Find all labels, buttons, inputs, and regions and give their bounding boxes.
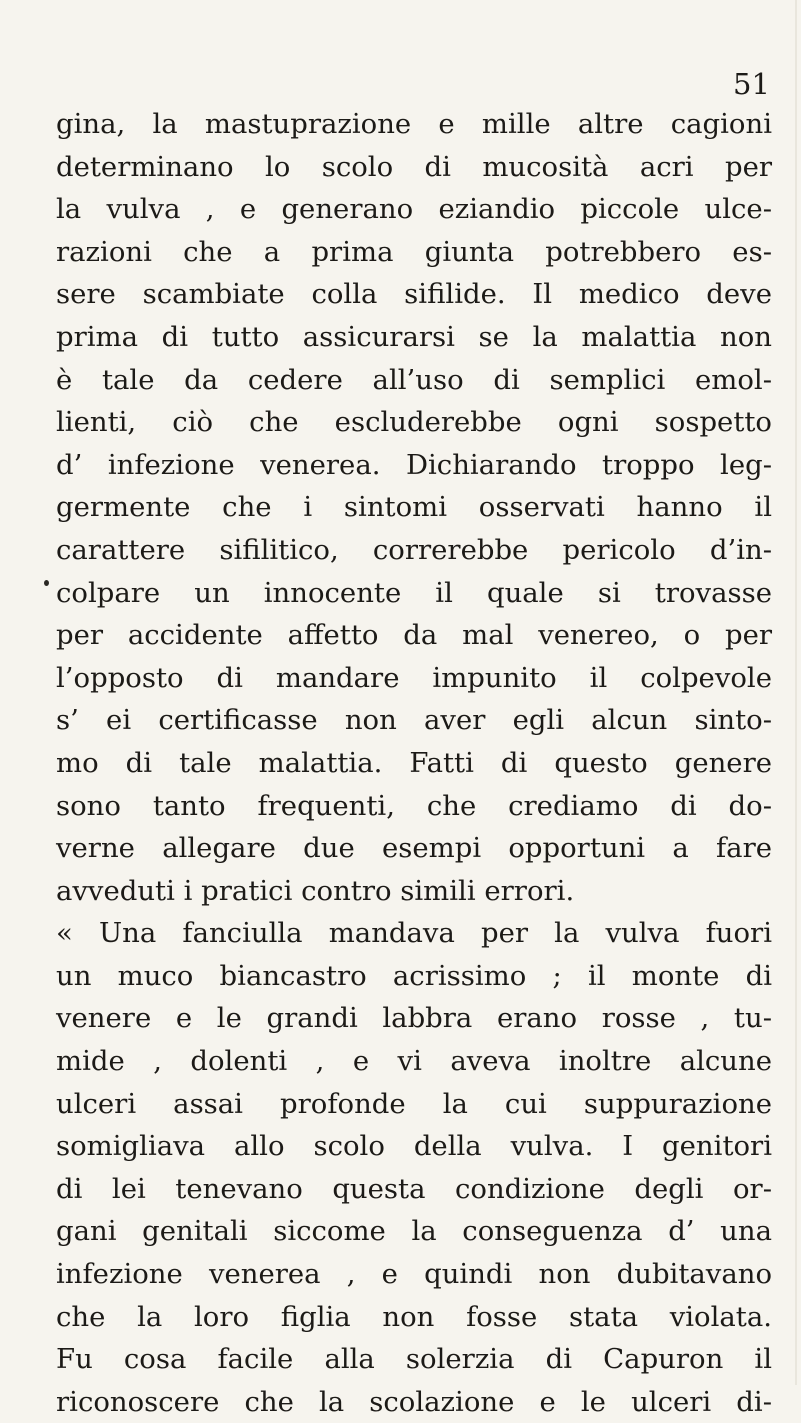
text-line: sere scambiate colla sifilide. Il medico deve: [56, 278, 772, 311]
text-line: avveduti i pratici contro simili errori.: [56, 874, 575, 907]
text-line: prima di tutto assicurarsi se la malattia non: [56, 320, 772, 353]
text-line: venere e le grandi labbra erano rosse , tu-: [56, 1002, 772, 1035]
text-line: somigliava allo scolo della vulva. I genitori: [56, 1130, 772, 1163]
text-line: di lei tenevano questa condizione degli or-: [56, 1172, 772, 1205]
text-line: « Una fanciulla mandava per la vulva fuori: [56, 917, 772, 950]
text-line: d’ infezione venerea. Dichiarando troppo leg-: [56, 448, 772, 481]
text-line: gani genitali siccome la conseguenza d’ una: [56, 1215, 772, 1248]
text-line: la vulva , e generano eziandio piccole ulce-: [56, 193, 772, 226]
text-line: verne allegare due esempi opportuni a fare: [56, 832, 772, 865]
text-line: riconoscere che la scolazione e le ulceri di-: [56, 1385, 772, 1418]
page-number: 51: [733, 67, 770, 101]
text-line: l’opposto di mandare impunito il colpevole: [56, 661, 772, 694]
text-line: mide , dolenti , e vi aveva inoltre alcune: [56, 1045, 772, 1078]
text-line: mo di tale malattia. Fatti di questo genere: [56, 746, 772, 779]
text-line: per accidente affetto da mal venereo, o per: [56, 619, 772, 652]
text-line: che la loro figlia non fosse stata violata.: [56, 1300, 772, 1333]
text-line: infezione venerea , e quindi non dubitavano: [56, 1258, 772, 1291]
text-line: determinano lo scolo di mucosità acri per: [56, 150, 772, 183]
body-text: [56, 103, 772, 1423]
text-line: carattere sifilitico, correrebbe pericolo d’in-: [56, 533, 772, 566]
text-line: ulceri assai profonde la cui suppurazione: [56, 1087, 772, 1120]
margin-mark: [44, 580, 49, 586]
text-line: lienti, ciò che escluderebbe ogni sospetto: [56, 406, 772, 439]
text-line: s’ ei certificasse non aver egli alcun sinto-: [56, 704, 772, 737]
text-line: un muco biancastro acrissimo ; il monte di: [56, 959, 772, 992]
text-line: Fu cosa facile alla solerzia di Capuron il: [56, 1343, 772, 1376]
text-line: colpare un innocente il quale si trovasse: [56, 576, 772, 609]
text-line: germente che i sintomi osservati hanno il: [56, 491, 772, 524]
page-edge-shadow: [795, 0, 797, 1385]
text-line: razioni che a prima giunta potrebbero es-: [56, 235, 772, 268]
text-line: è tale da cedere all’uso di semplici emol-: [56, 363, 772, 396]
text-line: gina, la mastuprazione e mille altre cagioni: [56, 108, 772, 140]
text-line: sono tanto frequenti, che crediamo di do-: [56, 789, 772, 822]
